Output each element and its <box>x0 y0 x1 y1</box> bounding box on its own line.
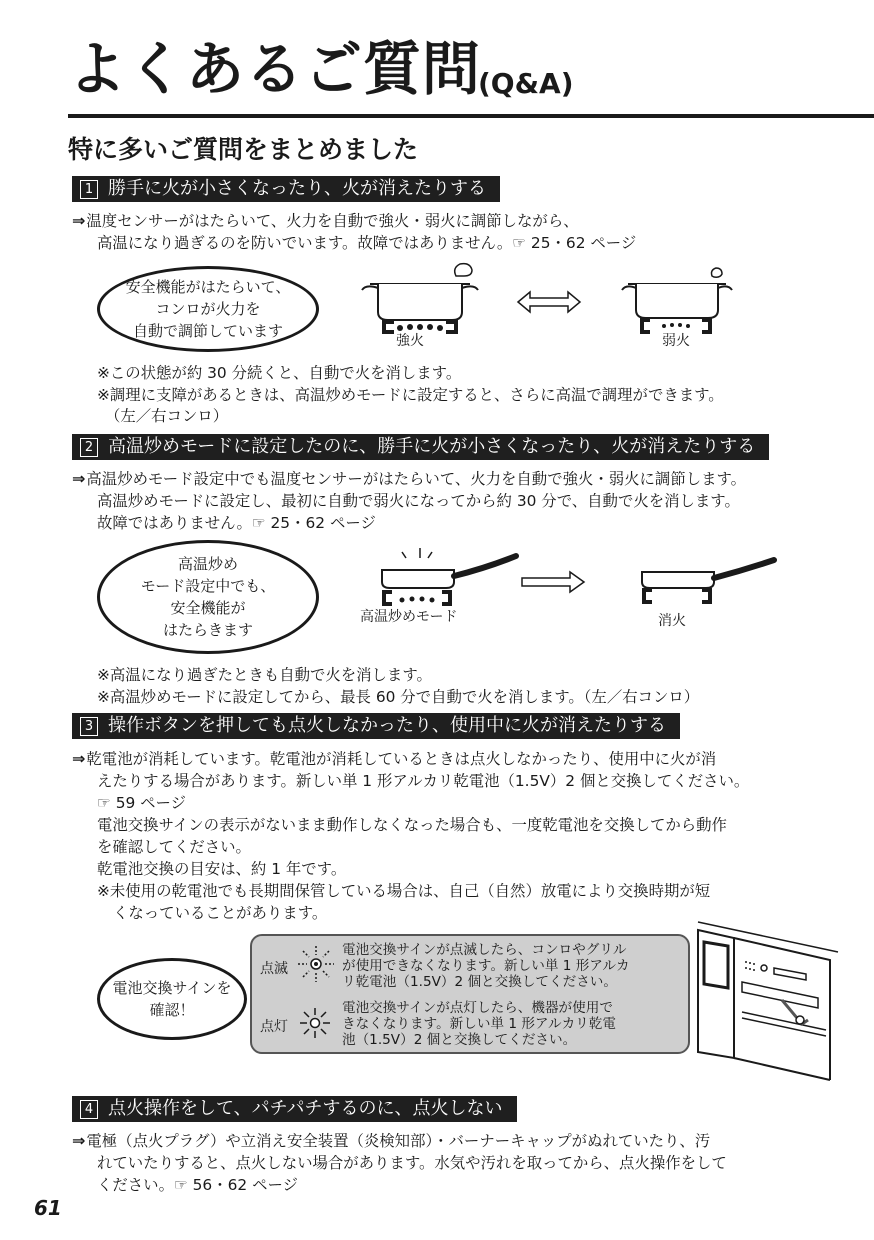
page-number: 61 <box>34 1196 62 1220</box>
note-line: ※未使用の乾電池でも長期間保管している場合は、自己（自然）放電により交換時期が短 <box>97 882 711 900</box>
speech-bubble: 高温炒め モード設定中でも、 安全機能が はたらきます <box>97 540 319 654</box>
page-subtitle: 特に多いご質問をまとめました <box>68 135 419 164</box>
double-arrow-icon <box>516 290 582 314</box>
section-number: 1 <box>80 180 98 199</box>
stove-control-panel-illustration <box>698 912 838 1080</box>
speech-bubble: 電池交換サインを 確認！ <box>97 958 247 1040</box>
answer-line: 故障ではありません。☞ 25・62 ページ <box>97 514 376 532</box>
section-title: 点火操作をして、パチパチするのに、点火しない <box>108 1098 503 1119</box>
note-line: ※この状態が約 30 分続くと、自動で火を消します。 <box>97 364 462 382</box>
answer-line: ⇒温度センサーがはたらいて、火力を自動で強火・弱火に調節しながら、 <box>72 211 579 230</box>
section-2-heading <box>72 434 769 460</box>
answer-line: ⇒電極（点火プラグ）や立消え安全装置（炎検知部）・バーナーキャップがぬれていたり、汚 <box>72 1131 711 1150</box>
lit-sign-icon <box>300 1008 330 1038</box>
answer-line: えたりする場合があります。新しい単 1 形アルカリ乾電池（1.5V）2 個と交換してください。 <box>97 772 750 790</box>
speech-bubble: 安全機能がはたらいて、 コンロが火力を 自動で調節しています <box>97 266 319 352</box>
lit-label: 点灯 <box>260 1019 288 1035</box>
section-4-heading <box>72 1096 517 1122</box>
section-number: 2 <box>80 438 98 457</box>
note-line: くなっていることがあります。 <box>113 904 328 922</box>
note-line: ※高温炒めモードに設定してから、最長 60 分で自動で火を消します。（左／右コンロ） <box>97 688 700 706</box>
note-line: ※調理に支障があるときは、高温炒めモードに設定すると、さらに高温で調理ができます。 <box>97 386 724 404</box>
right-arrow-icon <box>520 570 586 594</box>
answer-arrow-icon: ⇒ <box>72 1131 86 1150</box>
high-heat-mode-label: 高温炒めモード <box>360 609 458 625</box>
section-number: 4 <box>80 1100 98 1119</box>
section-title: 高温炒めモードに設定したのに、勝手に火が小さくなったり、火が消えたりする <box>108 436 756 457</box>
blinking-sign-icon <box>298 946 334 982</box>
section-3-heading <box>72 713 680 739</box>
note-line: ※高温になり過ぎたときも自動で火を消します。 <box>97 666 432 684</box>
fire-off-label: 消火 <box>658 613 686 629</box>
answer-line: れていたりすると、点火しない場合があります。水気や汚れを取ってから、点火操作をして <box>97 1154 727 1172</box>
answer-line: を確認してください。 <box>97 838 251 856</box>
battery-sign-callout <box>250 934 690 1054</box>
blink-label: 点滅 <box>260 961 288 977</box>
answer-arrow-icon: ⇒ <box>72 749 86 768</box>
section-title: 操作ボタンを押しても点火しなかったり、使用中に火が消えたりする <box>108 715 666 736</box>
blink-description: 電池交換サインが点滅したら、コンロやグリル が使用できなくなります。新しい単 1 形アルカ リ乾電池（1.5V）2 個と交換してください。 <box>342 942 630 990</box>
answer-arrow-icon: ⇒ <box>72 211 86 230</box>
note-line: （左／右コンロ） <box>105 407 229 425</box>
answer-arrow-icon: ⇒ <box>72 469 86 488</box>
section-number: 3 <box>80 717 98 736</box>
answer-line: 乾電池交換の目安は、約 1 年です。 <box>97 860 347 878</box>
answer-line: ☞ 59 ページ <box>97 794 187 812</box>
frying-pan-high-heat-illustration <box>376 548 518 608</box>
answer-line: ⇒乾電池が消耗しています。乾電池が消耗しているときは点火しなかったり、使用中に火が消 <box>72 749 717 768</box>
frying-pan-off-illustration <box>636 556 776 608</box>
lit-description: 電池交換サインが点灯したら、機器が使用で きなくなります。新しい単 1 形アルカリ乾電 池（1.5V）2 個と交換してください。 <box>342 1000 616 1048</box>
answer-line: ください。☞ 56・62 ページ <box>97 1176 298 1194</box>
page-title-suffix: (Q&A) <box>478 67 574 100</box>
answer-line: ⇒高温炒めモード設定中でも温度センサーがはたらいて、火力を自動で強火・弱火に調節します。 <box>72 469 747 488</box>
section-1-heading <box>72 176 500 202</box>
answer-line: 電池交換サインの表示がないまま動作しなくなった場合も、一度乾電池を交換してから動作 <box>97 816 727 834</box>
answer-line: 高温になり過ぎるのを防いでいます。故障ではありません。☞ 25・62 ページ <box>97 234 637 252</box>
weak-fire-label: 弱火 <box>662 333 690 349</box>
strong-fire-label: 強火 <box>396 333 424 349</box>
title-rule <box>68 114 874 118</box>
page-title: よくあるご質問 <box>68 35 482 103</box>
section-title: 勝手に火が小さくなったり、火が消えたりする <box>108 178 486 199</box>
answer-line: 高温炒めモードに設定し、最初に自動で弱火になってから約 30 分で、自動で火を消します。 <box>97 492 740 510</box>
